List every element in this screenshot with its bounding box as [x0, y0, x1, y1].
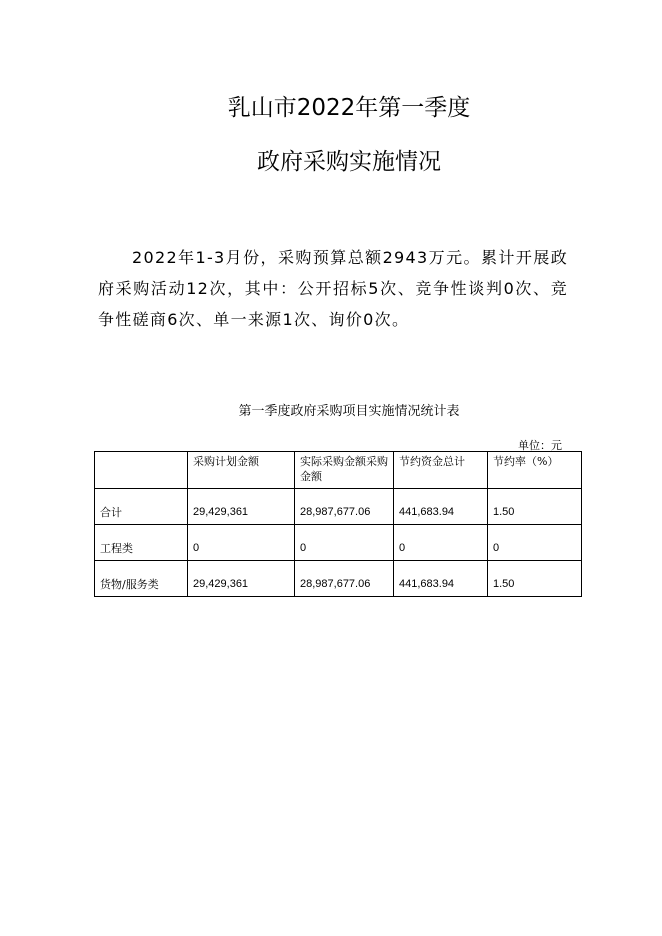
table-caption: 第一季度政府采购项目实施情况统计表: [238, 404, 460, 419]
savings-total-cell: 441,683.94: [394, 561, 488, 597]
planned-amount-cell: 29,429,361: [188, 561, 295, 597]
table-header-row: [95, 452, 582, 489]
header-cell-empty: [95, 452, 188, 489]
header-savings-rate: 节约率（%）: [488, 452, 582, 489]
planned-amount-cell: 29,429,361: [188, 489, 295, 525]
planned-amount-cell: 0: [188, 525, 295, 561]
unit-label: 单位：元: [518, 439, 562, 452]
document-title-line2: 政府采购实施情况: [257, 149, 441, 175]
table-row: [95, 561, 582, 597]
summary-paragraph: 2022年1-3月份，采购预算总额2943万元。累计开展政府采购活动12次，其中：公开招标5次、竞争性谈判0次、竞争性磋商6次、单一来源1次、询价0次。: [98, 248, 568, 329]
savings-rate-cell: 0: [488, 525, 582, 561]
row-label: 货物/服务类: [95, 561, 188, 597]
table-row: [95, 489, 582, 525]
savings-total-cell: 0: [394, 525, 488, 561]
header-planned-amount: 采购计划金额: [188, 452, 295, 489]
savings-rate-cell: 1.50: [488, 561, 582, 597]
actual-amount-cell: 0: [295, 525, 394, 561]
row-label: 合计: [95, 489, 188, 525]
actual-amount-cell: 28,987,677.06: [295, 489, 394, 525]
procurement-stats-table: [94, 451, 582, 597]
savings-rate-cell: 1.50: [488, 489, 582, 525]
actual-amount-cell: 28,987,677.06: [295, 561, 394, 597]
header-actual-amount: 实际采购金额采购金额: [295, 452, 394, 489]
row-label: 工程类: [95, 525, 188, 561]
table-row: [95, 525, 582, 561]
document-title-line1: 乳山市2022年第一季度: [227, 95, 471, 121]
header-savings-total: 节约资金总计: [394, 452, 488, 489]
savings-total-cell: 441,683.94: [394, 489, 488, 525]
